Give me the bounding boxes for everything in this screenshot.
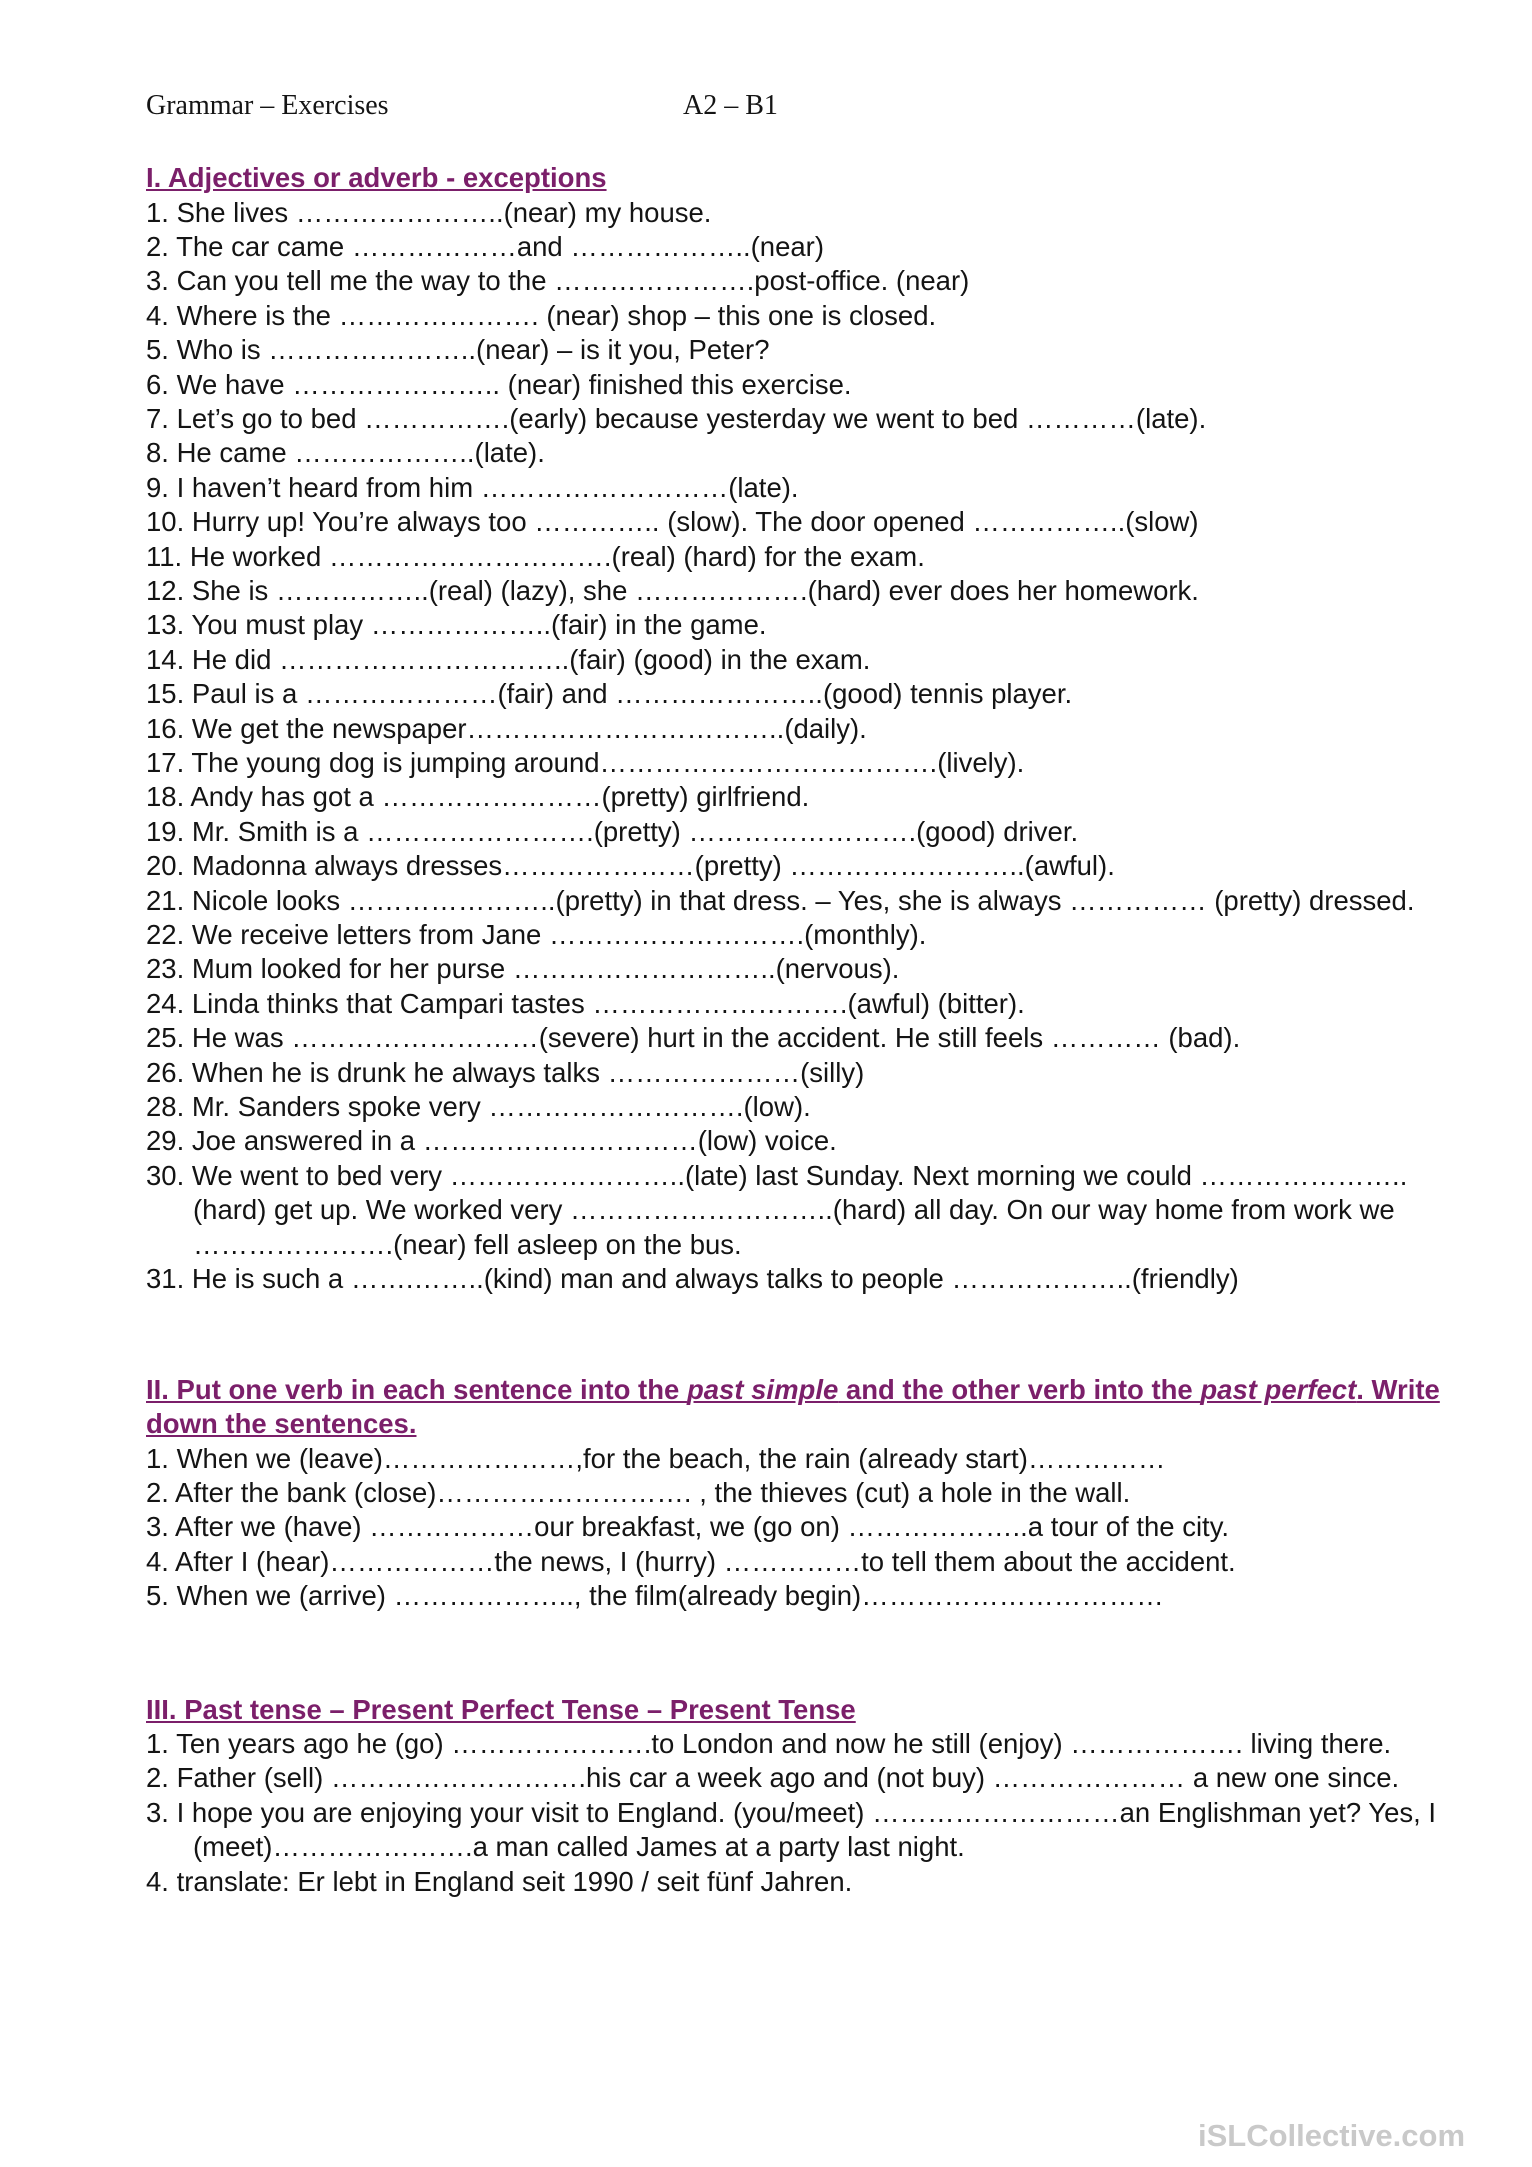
section-tenses	[146, 1693, 1446, 1900]
exercise-item: 28. Mr. Sanders spoke very ……………………….(low).	[146, 1091, 811, 1123]
exercise-item: 2. Father (sell) ……………………….his car a week ago and (not buy) ………………… a new one since.	[146, 1762, 1400, 1794]
section-title-underlined: I. Adjectives or adverb	[146, 162, 439, 193]
section-title-part: and the other verb into the	[838, 1373, 1201, 1405]
exercise-item: 15. Paul is a …………………(fair) and …………………..(good) tennis player.	[146, 678, 1073, 710]
exercise-item: 11. He worked ………………………….(real) (hard) for the exam.	[146, 540, 925, 572]
worksheet	[146, 90, 1446, 1899]
subject-label: Grammar – Exercises	[146, 90, 389, 121]
exercise-item: 7. Let’s go to bed …………….(early) because yesterday we went to bed …………(late).	[146, 402, 1207, 434]
exercise-item: 10. Hurry up! You’re always too ………….. (slow). The door opened ……………..(slow)	[146, 506, 1199, 538]
exercise-item: 19. Mr. Smith is a …………………….(pretty) …………………….(good) driver.	[146, 815, 1079, 847]
exercise-item: 1. When we (leave)…………………,for the beach, the rain (already start)……………	[146, 1442, 1166, 1474]
exercise-item: 18. Andy has got a ……………………(pretty) girlfriend.	[146, 781, 810, 813]
exercise-item: 5. Who is …………………..(near) – is it you, Peter?	[146, 334, 770, 366]
header	[146, 90, 1446, 130]
exercise-item: 2. After the bank (close)………………………. , the thieves (cut) a hole in the wall.	[146, 1476, 1131, 1508]
exercise-item: 4. translate: Er lebt in England seit 1990 / seit fünf Jahren.	[146, 1865, 853, 1897]
exercise-item: 26. When he is drunk he always talks …………………(silly)	[146, 1056, 865, 1088]
exercise-item: 4. After I (hear)………………the news, I (hurry) ……………to tell them about the accident.	[146, 1545, 1236, 1577]
exercise-list	[146, 196, 1446, 1297]
section-adjectives-adverbs	[146, 161, 1446, 1297]
exercise-item: 1. She lives …………………..(near) my house.	[146, 196, 712, 228]
exercise-item: 12. She is ……………..(real) (lazy), she ……………….(hard) ever does her homework.	[146, 574, 1199, 606]
section-title	[146, 1373, 1446, 1442]
exercise-item: 20. Madonna always dresses…………………(pretty) ……………………..(awful).	[146, 850, 1115, 882]
exercise-list	[146, 1727, 1446, 1899]
exercise-item: 3. Can you tell me the way to the ………………….post-office. (near)	[146, 265, 970, 297]
exercise-item: 30. We went to bed very ……………………..(late) last Sunday. Next morning we could …………………..(hard) get up. We worked very ………………………..(hard) all day. On our way home from work we ………………….(near) fell asleep on the bus.	[146, 1159, 1408, 1260]
section-title-italic: past simple	[686, 1373, 839, 1405]
section-title-rest: - exceptions	[438, 162, 607, 193]
exercise-item: 8. He came ………………..(late).	[146, 437, 545, 469]
exercise-item: 4. Where is the …………………. (near) shop – this one is closed.	[146, 299, 937, 331]
exercise-item: 22. We receive letters from Jane ……………………….(monthly).	[146, 919, 927, 951]
section-title-italic: past perfect	[1200, 1373, 1357, 1405]
watermark-logo: iSLCollective.com	[1198, 2118, 1466, 2153]
exercise-item: 6. We have ………………….. (near) finished this exercise.	[146, 368, 852, 400]
section-title	[146, 161, 1446, 196]
exercise-item: 1. Ten years ago he (go) ………………….to London and now he still (enjoy) ………………. living there.	[146, 1728, 1392, 1760]
exercise-item: 29. Joe answered in a …………………………(low) voice.	[146, 1125, 837, 1157]
exercise-item: 9. I haven’t heard from him ………………………(late).	[146, 471, 799, 503]
section-past-simple-perfect	[146, 1373, 1446, 1614]
exercise-item: 5. When we (arrive) ……………….., the film(already begin)……………………………	[146, 1580, 1164, 1612]
exercise-item: 3. I hope you are enjoying your visit to England. (you/meet) ………………………an Englishman yet? Yes, I (meet)………………….a man called James at a party last night.	[146, 1796, 1437, 1863]
section-title-part: II. Put one verb in each sentence into the	[146, 1373, 687, 1405]
exercise-list	[146, 1442, 1446, 1614]
exercise-item: 17. The young dog is jumping around……………………………….(lively).	[146, 747, 1025, 778]
section-title: III. Past tense – Present Perfect Tense – Present Tense	[146, 1693, 856, 1725]
exercise-item: 2. The car came ………………and ………………..(near)	[146, 230, 824, 262]
exercise-item: 14. He did …………………………..(fair) (good) in the exam.	[146, 643, 871, 675]
exercise-item: 23. Mum looked for her purse ………………………..(nervous).	[146, 953, 900, 985]
exercise-item: 3. After we (have) ………………our breakfast, we (go on) ………………..a tour of the city.	[146, 1511, 1230, 1543]
exercise-item: 16. We get the newspaper……………………………..(daily).	[146, 712, 867, 744]
exercise-item: 24. Linda thinks that Campari tastes ……………………….(awful) (bitter).	[146, 987, 1025, 1019]
exercise-item: 13. You must play ………………..(fair) in the game.	[146, 609, 767, 641]
exercise-item: 21. Nicole looks …………………..(pretty) in that dress. – Yes, she is always …………… (pretty) dressed.	[146, 884, 1415, 916]
exercise-item: 31. He is such a …….……..(kind) man and always talks to people ………………..(friendly)	[146, 1263, 1239, 1295]
level-label: A2 – B1	[683, 90, 778, 121]
section-title-part: . Write down the sentences.	[146, 1373, 1440, 1439]
exercise-item: 25. He was ………………………(severe) hurt in the accident. He still feels ………… (bad).	[146, 1022, 1241, 1054]
